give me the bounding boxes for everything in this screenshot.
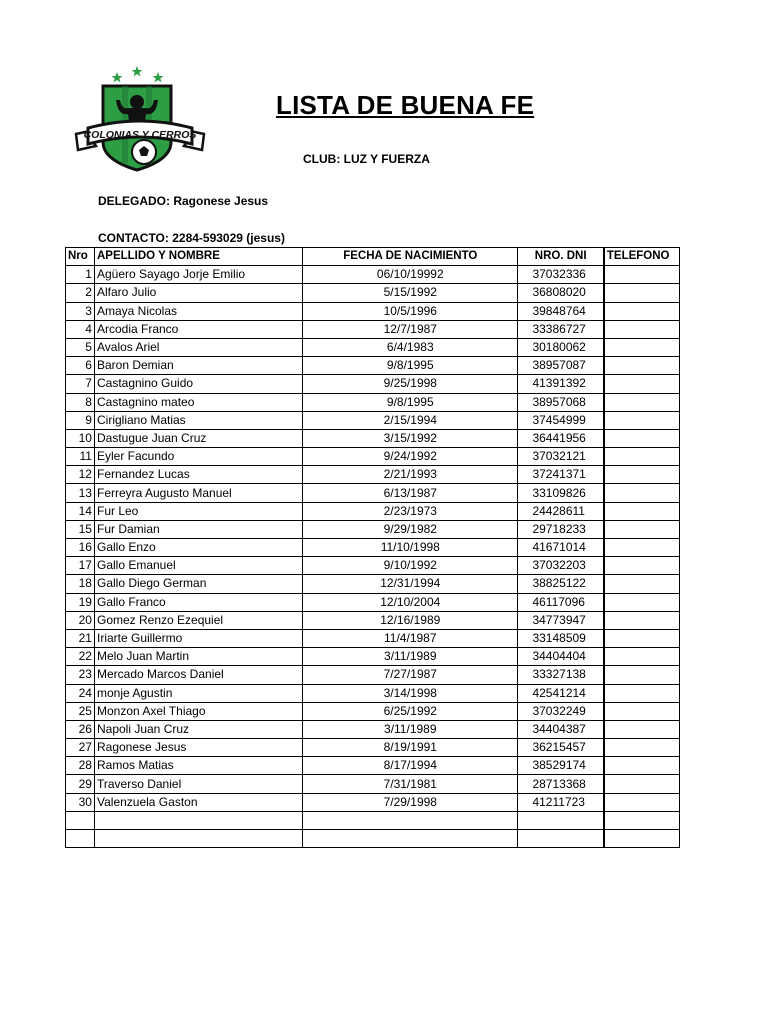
table-row	[66, 648, 680, 666]
cell-telefono	[604, 484, 680, 502]
table-row	[66, 302, 680, 320]
cell-fecha: 3/14/1998	[303, 684, 518, 702]
cell-dni: 37032249	[518, 702, 604, 720]
cell-nombre: Fur Damian	[94, 520, 302, 538]
cell-fecha: 12/16/1989	[303, 611, 518, 629]
cell-nombre: Gallo Enzo	[94, 539, 302, 557]
cell-nombre: Valenzuela Gaston	[94, 793, 302, 811]
table-row	[66, 466, 680, 484]
cell-telefono	[604, 557, 680, 575]
cell-nro: 3	[66, 302, 95, 320]
cell-nro: 26	[66, 720, 95, 738]
colonias-y-cerros-logo-icon	[70, 64, 210, 176]
cell-fecha: 7/31/1981	[303, 775, 518, 793]
cell-nombre: Baron Demian	[94, 357, 302, 375]
table-header-row	[66, 248, 680, 266]
cell-dni: 42541214	[518, 684, 604, 702]
cell-nro: 9	[66, 411, 95, 429]
header-apellido-y-nombre: APELLIDO Y NOMBRE	[94, 248, 302, 266]
cell-telefono	[604, 338, 680, 356]
delegado-label: DELEGADO: Ragonese Jesus	[98, 194, 269, 208]
cell-telefono	[604, 684, 680, 702]
cell-nro: 30	[66, 793, 95, 811]
cell-nombre: Fur Leo	[94, 502, 302, 520]
cell-nombre: Gallo Emanuel	[94, 557, 302, 575]
cell-nro: 4	[66, 320, 95, 338]
cell-dni: 34404404	[518, 648, 604, 666]
cell-nro: 15	[66, 520, 95, 538]
cell-nro: 27	[66, 739, 95, 757]
cell-fecha: 6/13/1987	[303, 484, 518, 502]
cell-nro: 25	[66, 702, 95, 720]
cell-fecha: 9/24/1992	[303, 448, 518, 466]
cell-nombre	[94, 830, 302, 848]
table-row	[66, 811, 680, 829]
cell-nombre: Castagnino Guido	[94, 375, 302, 393]
cell-nro: 21	[66, 629, 95, 647]
table-row	[66, 393, 680, 411]
table-row	[66, 775, 680, 793]
table-row	[66, 684, 680, 702]
cell-fecha: 9/8/1995	[303, 393, 518, 411]
cell-dni: 41211723	[518, 793, 604, 811]
player-list-table	[65, 247, 680, 848]
cell-nro: 2	[66, 284, 95, 302]
cell-fecha: 06/10/19992	[303, 266, 518, 284]
cell-dni: 37241371	[518, 466, 604, 484]
cell-fecha	[303, 830, 518, 848]
cell-telefono	[604, 411, 680, 429]
cell-nro: 5	[66, 338, 95, 356]
table-row	[66, 266, 680, 284]
cell-nombre: Alfaro Julio	[94, 284, 302, 302]
cell-telefono	[604, 830, 680, 848]
cell-nombre: Amaya Nicolas	[94, 302, 302, 320]
cell-dni: 34773947	[518, 611, 604, 629]
cell-nro: 28	[66, 757, 95, 775]
cell-telefono	[604, 611, 680, 629]
club-label: CLUB: LUZ Y FUERZA	[303, 152, 430, 166]
cell-nombre: Monzon Axel Thiago	[94, 702, 302, 720]
cell-telefono	[604, 502, 680, 520]
cell-nombre: Fernandez Lucas	[94, 466, 302, 484]
cell-dni: 38957087	[518, 357, 604, 375]
table-row	[66, 720, 680, 738]
cell-nombre: Eyler Facundo	[94, 448, 302, 466]
table-row	[66, 830, 680, 848]
table-body	[66, 266, 680, 848]
cell-nombre: Gomez Renzo Ezequiel	[94, 611, 302, 629]
cell-nro: 20	[66, 611, 95, 629]
cell-fecha: 8/19/1991	[303, 739, 518, 757]
cell-telefono	[604, 793, 680, 811]
header-nro: Nro	[66, 248, 95, 266]
cell-nro: 6	[66, 357, 95, 375]
cell-telefono	[604, 648, 680, 666]
cell-nombre: Gallo Franco	[94, 593, 302, 611]
cell-fecha	[303, 811, 518, 829]
cell-dni: 36808020	[518, 284, 604, 302]
cell-nro: 1	[66, 266, 95, 284]
cell-nro: 23	[66, 666, 95, 684]
table-row	[66, 539, 680, 557]
cell-dni: 37032121	[518, 448, 604, 466]
cell-nro: 24	[66, 684, 95, 702]
cell-nombre: Iriarte Guillermo	[94, 629, 302, 647]
cell-dni: 24428611	[518, 502, 604, 520]
cell-dni: 37454999	[518, 411, 604, 429]
table-row	[66, 429, 680, 447]
cell-nombre: Ferreyra Augusto Manuel	[94, 484, 302, 502]
cell-telefono	[604, 357, 680, 375]
cell-nombre: Melo Juan Martin	[94, 648, 302, 666]
cell-telefono	[604, 575, 680, 593]
cell-nombre: Traverso Daniel	[94, 775, 302, 793]
cell-dni	[518, 811, 604, 829]
cell-telefono	[604, 375, 680, 393]
cell-telefono	[604, 448, 680, 466]
header-nro-dni: NRO. DNI	[518, 248, 604, 266]
cell-telefono	[604, 393, 680, 411]
cell-nro	[66, 811, 95, 829]
logo-text: COLONIAS Y CERROS	[83, 129, 197, 141]
cell-dni: 37032336	[518, 266, 604, 284]
table-row	[66, 375, 680, 393]
cell-fecha: 12/10/2004	[303, 593, 518, 611]
cell-dni: 39848764	[518, 302, 604, 320]
cell-nombre: Ragonese Jesus	[94, 739, 302, 757]
cell-dni: 41391392	[518, 375, 604, 393]
cell-fecha: 2/23/1973	[303, 502, 518, 520]
cell-fecha: 2/21/1993	[303, 466, 518, 484]
cell-nro: 8	[66, 393, 95, 411]
table-row	[66, 520, 680, 538]
cell-telefono	[604, 811, 680, 829]
cell-telefono	[604, 720, 680, 738]
cell-nombre: Avalos Ariel	[94, 338, 302, 356]
table-row	[66, 739, 680, 757]
cell-fecha: 5/15/1992	[303, 284, 518, 302]
cell-nombre: Dastugue Juan Cruz	[94, 429, 302, 447]
cell-telefono	[604, 302, 680, 320]
cell-nombre: Ramos Matias	[94, 757, 302, 775]
cell-nombre: Napoli Juan Cruz	[94, 720, 302, 738]
cell-dni: 33109826	[518, 484, 604, 502]
cell-fecha: 11/4/1987	[303, 629, 518, 647]
cell-telefono	[604, 775, 680, 793]
table-row	[66, 357, 680, 375]
cell-fecha: 9/29/1982	[303, 520, 518, 538]
cell-dni: 33327138	[518, 666, 604, 684]
cell-nro: 14	[66, 502, 95, 520]
cell-telefono	[604, 629, 680, 647]
cell-dni: 38825122	[518, 575, 604, 593]
cell-fecha: 11/10/1998	[303, 539, 518, 557]
cell-fecha: 7/27/1987	[303, 666, 518, 684]
cell-nro	[66, 830, 95, 848]
table-row	[66, 448, 680, 466]
table-row	[66, 411, 680, 429]
header-fecha-de-nacimiento: FECHA DE NACIMIENTO	[303, 248, 518, 266]
table-row	[66, 702, 680, 720]
cell-nombre: Agüero Sayago Jorje Emilio	[94, 266, 302, 284]
cell-nombre: monje Agustin	[94, 684, 302, 702]
cell-dni	[518, 830, 604, 848]
cell-dni: 28713368	[518, 775, 604, 793]
cell-nro: 22	[66, 648, 95, 666]
cell-telefono	[604, 739, 680, 757]
cell-fecha: 8/17/1994	[303, 757, 518, 775]
cell-nombre: Castagnino mateo	[94, 393, 302, 411]
cell-dni: 36215457	[518, 739, 604, 757]
header-telefono: TELEFONO	[604, 248, 680, 266]
cell-nro: 29	[66, 775, 95, 793]
table-row	[66, 284, 680, 302]
cell-nro: 17	[66, 557, 95, 575]
table-row	[66, 484, 680, 502]
table-row	[66, 611, 680, 629]
cell-telefono	[604, 757, 680, 775]
cell-nro: 10	[66, 429, 95, 447]
table-row	[66, 757, 680, 775]
club-logo	[70, 64, 210, 176]
table-row	[66, 502, 680, 520]
cell-dni: 33148509	[518, 629, 604, 647]
cell-dni: 34404387	[518, 720, 604, 738]
cell-telefono	[604, 466, 680, 484]
table-row	[66, 557, 680, 575]
cell-dni: 36441956	[518, 429, 604, 447]
cell-fecha: 3/15/1992	[303, 429, 518, 447]
cell-nombre: Arcodia Franco	[94, 320, 302, 338]
cell-nombre	[94, 811, 302, 829]
cell-fecha: 12/7/1987	[303, 320, 518, 338]
cell-nombre: Cirigliano Matias	[94, 411, 302, 429]
cell-telefono	[604, 539, 680, 557]
cell-fecha: 2/15/1994	[303, 411, 518, 429]
table-row	[66, 629, 680, 647]
cell-fecha: 3/11/1989	[303, 720, 518, 738]
cell-telefono	[604, 593, 680, 611]
cell-fecha: 12/31/1994	[303, 575, 518, 593]
table-row	[66, 666, 680, 684]
cell-dni: 30180062	[518, 338, 604, 356]
cell-fecha: 3/11/1989	[303, 648, 518, 666]
cell-nro: 12	[66, 466, 95, 484]
cell-telefono	[604, 666, 680, 684]
table-row	[66, 593, 680, 611]
table-row	[66, 338, 680, 356]
cell-fecha: 9/25/1998	[303, 375, 518, 393]
cell-telefono	[604, 520, 680, 538]
cell-dni: 29718233	[518, 520, 604, 538]
cell-dni: 37032203	[518, 557, 604, 575]
cell-fecha: 9/8/1995	[303, 357, 518, 375]
cell-fecha: 9/10/1992	[303, 557, 518, 575]
table-row	[66, 320, 680, 338]
cell-nro: 13	[66, 484, 95, 502]
cell-dni: 38529174	[518, 757, 604, 775]
cell-nro: 16	[66, 539, 95, 557]
cell-dni: 38957068	[518, 393, 604, 411]
cell-telefono	[604, 702, 680, 720]
cell-nro: 18	[66, 575, 95, 593]
contacto-label: CONTACTO: 2284-593029 (jesus)	[98, 231, 285, 245]
cell-telefono	[604, 284, 680, 302]
cell-nro: 11	[66, 448, 95, 466]
cell-fecha: 6/25/1992	[303, 702, 518, 720]
cell-fecha: 10/5/1996	[303, 302, 518, 320]
cell-fecha: 7/29/1998	[303, 793, 518, 811]
cell-nro: 7	[66, 375, 95, 393]
cell-nombre: Gallo Diego German	[94, 575, 302, 593]
cell-nombre: Mercado Marcos Daniel	[94, 666, 302, 684]
page-title: LISTA DE BUENA FE	[276, 90, 535, 120]
cell-dni: 46117096	[518, 593, 604, 611]
cell-telefono	[604, 320, 680, 338]
cell-nro: 19	[66, 593, 95, 611]
cell-dni: 41671014	[518, 539, 604, 557]
cell-fecha: 6/4/1983	[303, 338, 518, 356]
cell-dni: 33386727	[518, 320, 604, 338]
table-row	[66, 793, 680, 811]
cell-telefono	[604, 266, 680, 284]
cell-telefono	[604, 429, 680, 447]
table-row	[66, 575, 680, 593]
